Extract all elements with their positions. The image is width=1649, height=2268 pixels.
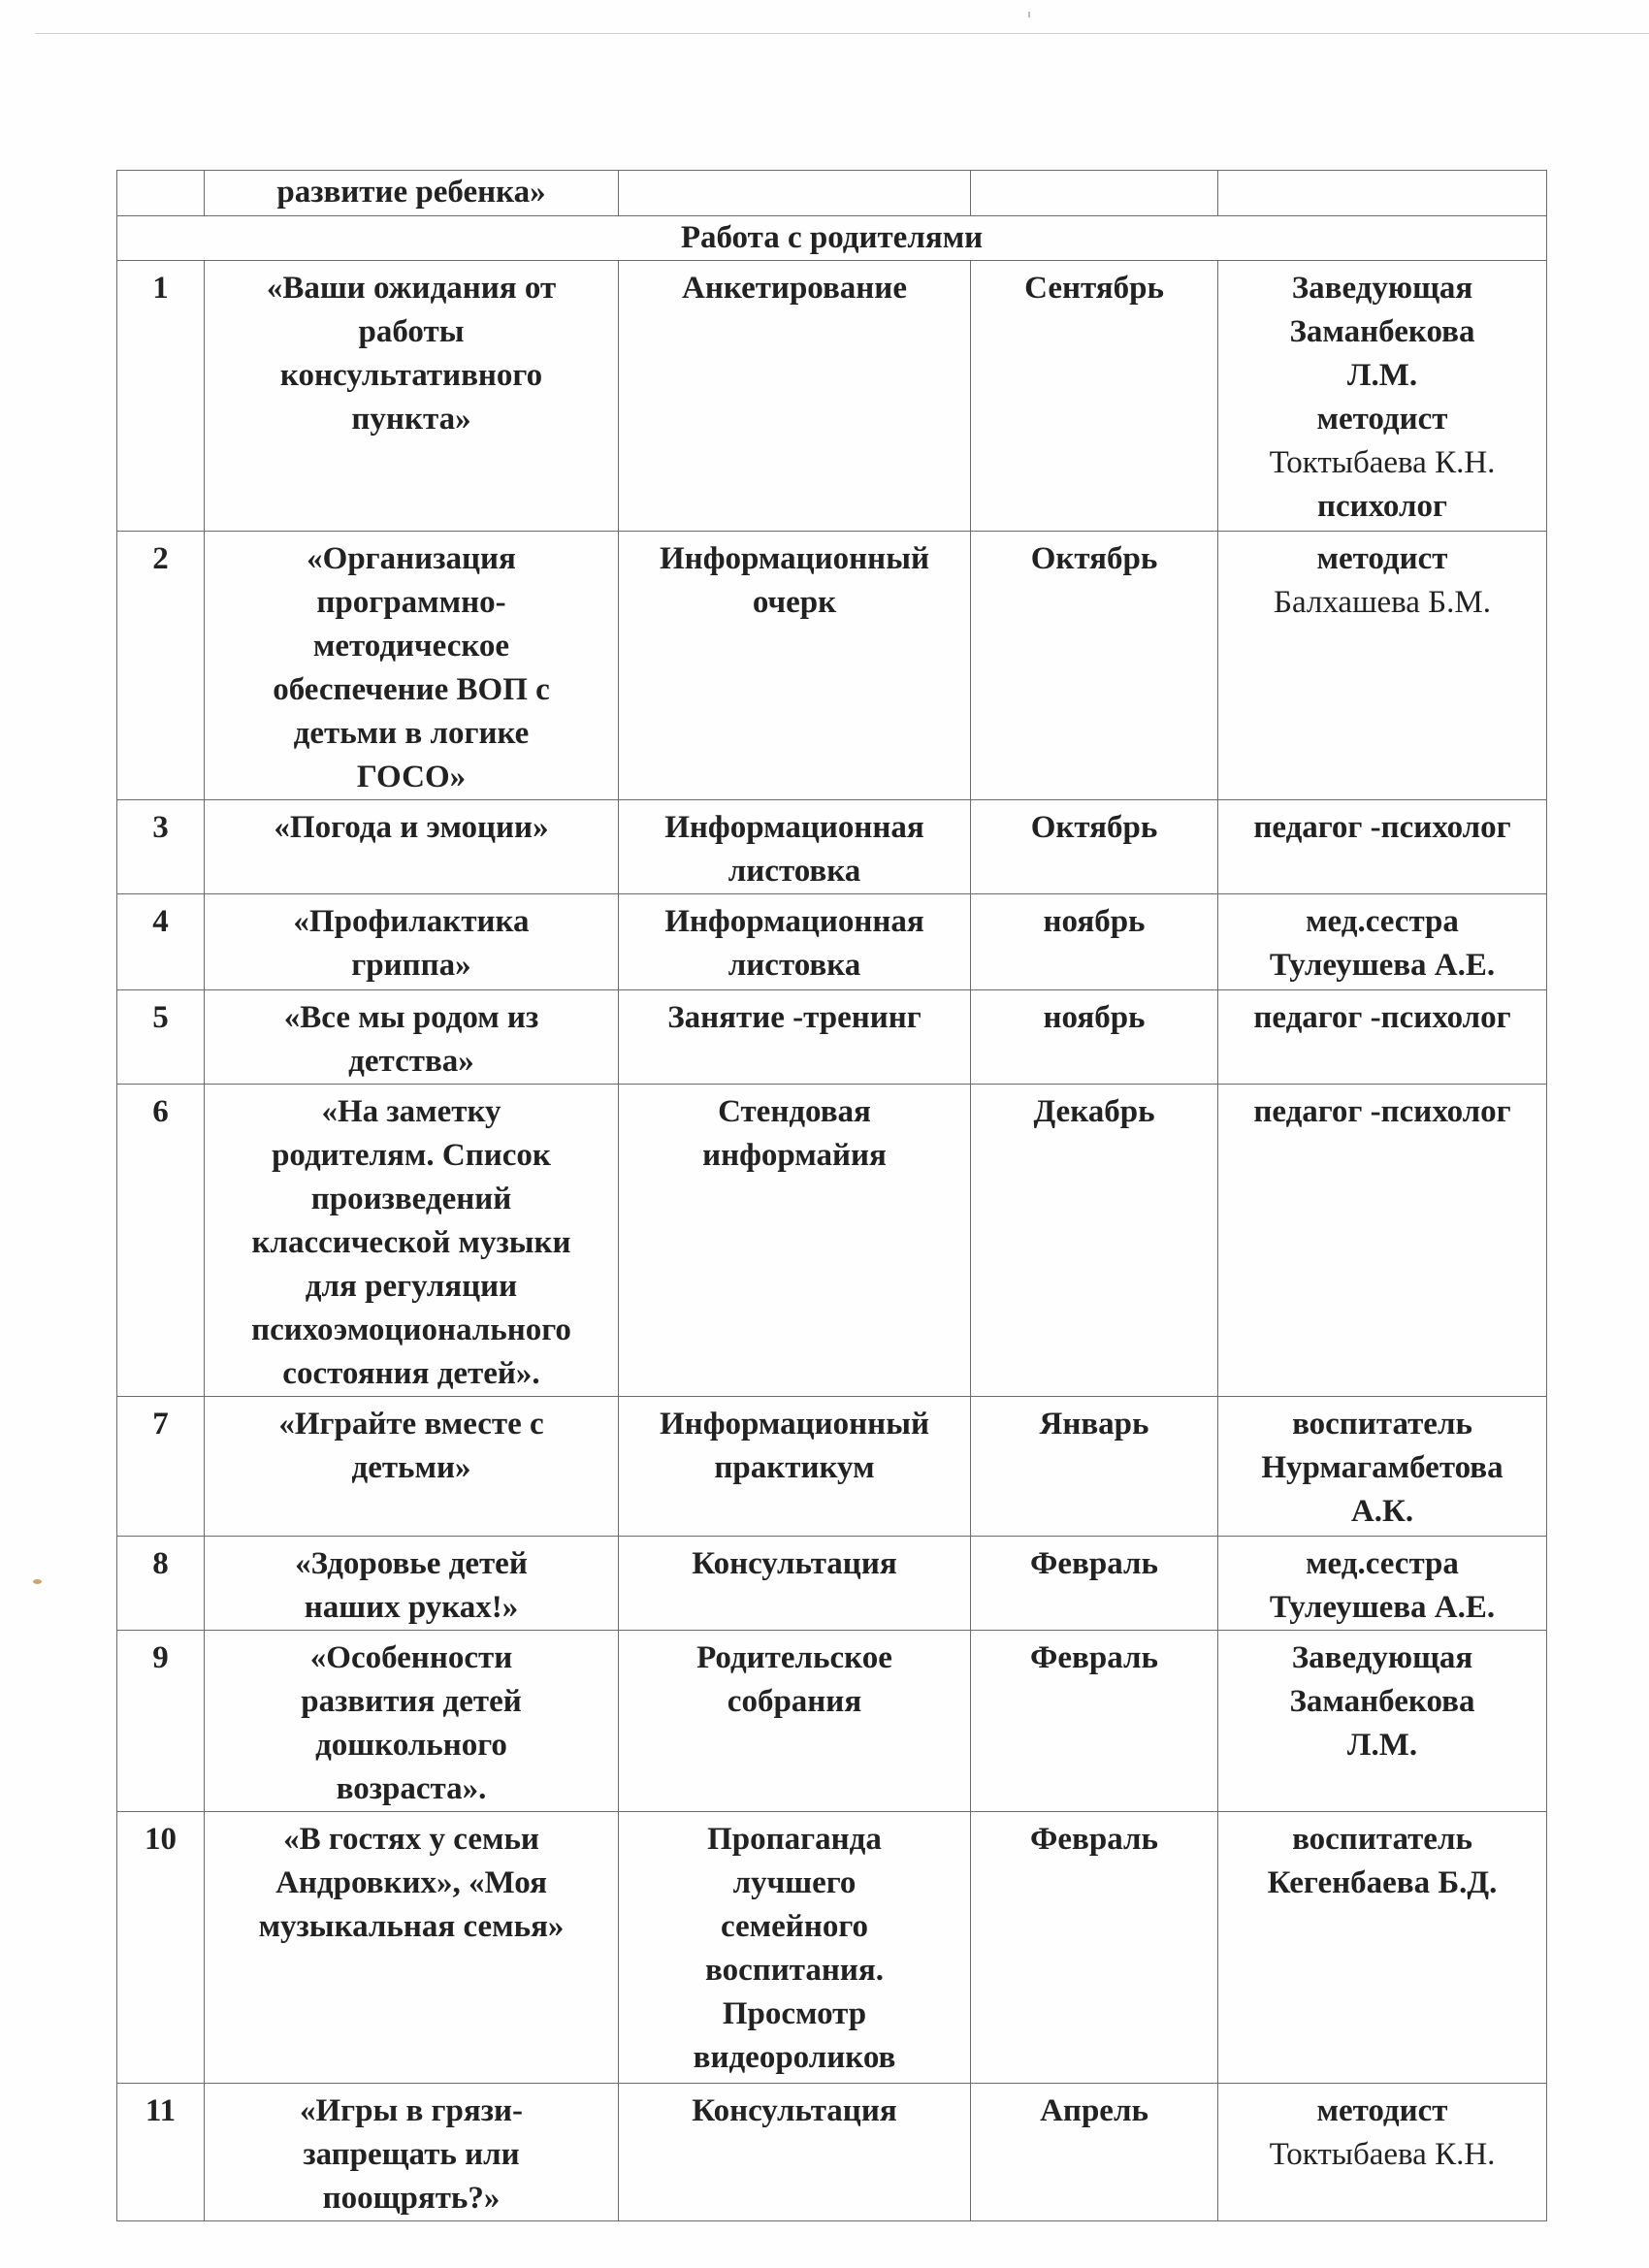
cell-line: запрещать или [303,2137,520,2172]
cell-line: психолог [1317,489,1447,524]
cell-line: семейного [720,1909,868,1944]
cell-line: Просмотр [722,1996,867,2031]
table-row [117,1397,1547,1537]
cell-line: поощрять?» [322,2181,501,2216]
cell-form [619,1537,971,1631]
cell-responsible [1218,261,1547,532]
cell-line: музыкальная семья» [258,1909,565,1944]
cell-line: А.К. [1350,1494,1414,1529]
scan-edge-line [35,33,1649,34]
cell-line: Пропаганда [707,1822,882,1857]
cell-date: Январь [971,1397,1218,1537]
table-row [117,261,1547,532]
cell-line: программно- [316,585,506,620]
cell-date: Октябрь [971,800,1218,894]
cell-num: 9 [117,1631,205,1812]
cell-line: Информационный [660,541,929,576]
cell-responsible [1218,800,1547,894]
cell-line: родителям. Список [272,1138,551,1173]
cell-topic: развитие ребенка» [205,171,619,216]
cell-responsible [1218,171,1547,216]
cell-form [619,1812,971,2084]
cell-responsible [1218,532,1547,800]
cell-line: «Профилактика [293,904,530,939]
parent-work-plan-table [116,170,1547,2221]
cell-line: очерк [752,585,837,620]
cell-line: обеспечение ВОП с [273,672,550,707]
cell-date: ноябрь [971,894,1218,990]
cell-form [619,171,971,216]
cell-topic [205,894,619,990]
cell-line: Консультация [692,2093,897,2128]
cell-line: методист [1316,2093,1448,2128]
cell-line: Нурмагамбетова [1261,1450,1504,1485]
cell-topic [205,1631,619,1812]
cell-line: воспитатель [1292,1822,1472,1857]
cell-line: Балхашева Б.М. [1274,585,1491,620]
cell-line: консультативного [279,358,543,393]
cell-num: 8 [117,1537,205,1631]
cell-line: мед.сестра [1306,904,1459,939]
cell-line: Тулеушева А.Е. [1269,1590,1496,1625]
cell-line: ГОСО» [356,760,467,794]
continuation-row [117,171,1547,216]
cell-line: Информационный [660,1407,929,1442]
cell-line: возраста». [336,1771,487,1806]
cell-line: методическое [312,629,510,664]
cell-form [619,532,971,800]
cell-num: 2 [117,532,205,800]
cell-line: пункта» [351,402,471,437]
cell-line: Л.М. [1346,358,1418,393]
cell-responsible [1218,1085,1547,1397]
cell-line: Токтыбаева К.Н. [1269,2137,1496,2172]
cell-line: детства» [348,1044,474,1079]
table-row [117,894,1547,990]
cell-line: состояния детей». [282,1356,540,1391]
cell-line: методист [1316,402,1448,437]
cell-num: 4 [117,894,205,990]
cell-line: Андровких», «Моя [275,1865,547,1900]
cell-topic [205,2084,619,2221]
cell-line: воспитания. [704,1953,884,1988]
cell-line: Родительское [696,1640,892,1675]
table-row [117,532,1547,800]
cell-form [619,1631,971,1812]
cell-line: педагог -психолог [1253,1000,1511,1035]
cell-line: работы [358,314,465,349]
cell-line: мед.сестра [1306,1546,1459,1581]
cell-responsible [1218,1631,1547,1812]
cell-date: Февраль [971,1812,1218,2084]
cell-responsible [1218,1397,1547,1537]
cell-topic [205,261,619,532]
table-row [117,990,1547,1085]
cell-line: психоэмоционального [251,1312,571,1347]
cell-num: 1 [117,261,205,532]
table-row [117,1537,1547,1631]
table-row [117,1812,1547,2084]
cell-line: собрания [727,1684,862,1719]
cell-form [619,990,971,1085]
cell-line: Токтыбаева К.Н. [1269,445,1496,480]
cell-form [619,1397,971,1537]
cell-line: «Игры в грязи- [299,2093,524,2128]
cell-line: Анкетирование [682,271,907,306]
cell-responsible [1218,894,1547,990]
cell-line: «Организация [307,541,516,576]
table-row [117,2084,1547,2221]
section-title: Работа с родителями [117,216,1547,261]
cell-num [117,171,205,216]
cell-line: листовка [728,854,861,889]
cell-num: 6 [117,1085,205,1397]
cell-line: Заведующая [1291,1640,1473,1675]
table-row [117,1631,1547,1812]
cell-num: 10 [117,1812,205,2084]
cell-date: ноябрь [971,990,1218,1085]
cell-topic [205,1085,619,1397]
cell-line: Заведующая [1291,271,1473,306]
cell-line: «Особенности [309,1640,513,1675]
cell-responsible [1218,1812,1547,2084]
cell-line: лучшего [732,1865,857,1900]
cell-line: «Все мы родом из [283,1000,539,1035]
table-row [117,800,1547,894]
cell-topic [205,800,619,894]
cell-date: Октябрь [971,532,1218,800]
cell-line: Тулеушева А.Е. [1269,948,1496,983]
cell-line: для регуляции [305,1269,518,1304]
cell-date: Апрель [971,2084,1218,2221]
cell-form [619,800,971,894]
cell-line: наших руках!» [304,1590,519,1625]
cell-topic [205,532,619,800]
cell-line: «Играйте вместе с [278,1407,544,1442]
cell-form [619,1085,971,1397]
cell-line: гриппа» [351,948,471,983]
cell-line: Заманбекова [1289,314,1475,349]
cell-line: произведений [310,1182,512,1216]
cell-line: Информационная [664,904,924,939]
cell-topic [205,1812,619,2084]
cell-date [971,171,1218,216]
cell-line: листовка [728,948,861,983]
cell-line: Кегенбаева Б.Д. [1267,1865,1498,1900]
cell-line: Занятие -тренинг [667,1000,922,1035]
cell-line: Стендовая [718,1094,871,1129]
cell-line: «На заметку [321,1094,501,1129]
cell-line: «Погода и эмоции» [274,810,549,845]
cell-line: классической музыки [251,1225,571,1260]
cell-line: дошкольного [315,1728,507,1763]
cell-form [619,894,971,990]
cell-form [619,2084,971,2221]
cell-line: педагог -психолог [1253,1094,1511,1129]
cell-topic [205,1397,619,1537]
cell-line: развития детей [301,1684,522,1719]
section-row [117,216,1547,261]
cell-num: 3 [117,800,205,894]
cell-line: Заманбекова [1289,1684,1475,1719]
table-row [117,1085,1547,1397]
cell-date: Декабрь [971,1085,1218,1397]
scan-artifact [1028,12,1030,17]
cell-line: «Ваши ожидания от [266,271,557,306]
cell-line: «В гостях у семьи [283,1822,539,1857]
cell-date: Февраль [971,1537,1218,1631]
cell-num: 11 [117,2084,205,2221]
cell-responsible [1218,1537,1547,1631]
cell-line: детьми в логике [293,716,530,751]
cell-topic [205,1537,619,1631]
cell-line: педагог -психолог [1253,810,1511,845]
cell-num: 7 [117,1397,205,1537]
scan-artifact [33,1579,42,1584]
cell-line: детьми» [351,1450,471,1485]
cell-line: Л.М. [1346,1728,1418,1763]
cell-line: методист [1316,541,1448,576]
cell-line: Информационная [664,810,924,845]
cell-line: практикум [714,1450,875,1485]
cell-num: 5 [117,990,205,1085]
cell-line: информайия [702,1138,887,1173]
cell-date: Февраль [971,1631,1218,1812]
cell-date: Сентябрь [971,261,1218,532]
cell-line: видеороликов [693,2040,896,2075]
cell-responsible [1218,2084,1547,2221]
cell-responsible [1218,990,1547,1085]
cell-form [619,261,971,532]
cell-line: «Здоровье детей [295,1546,528,1581]
cell-line: воспитатель [1292,1407,1472,1442]
cell-line: Консультация [692,1546,897,1581]
cell-topic [205,990,619,1085]
